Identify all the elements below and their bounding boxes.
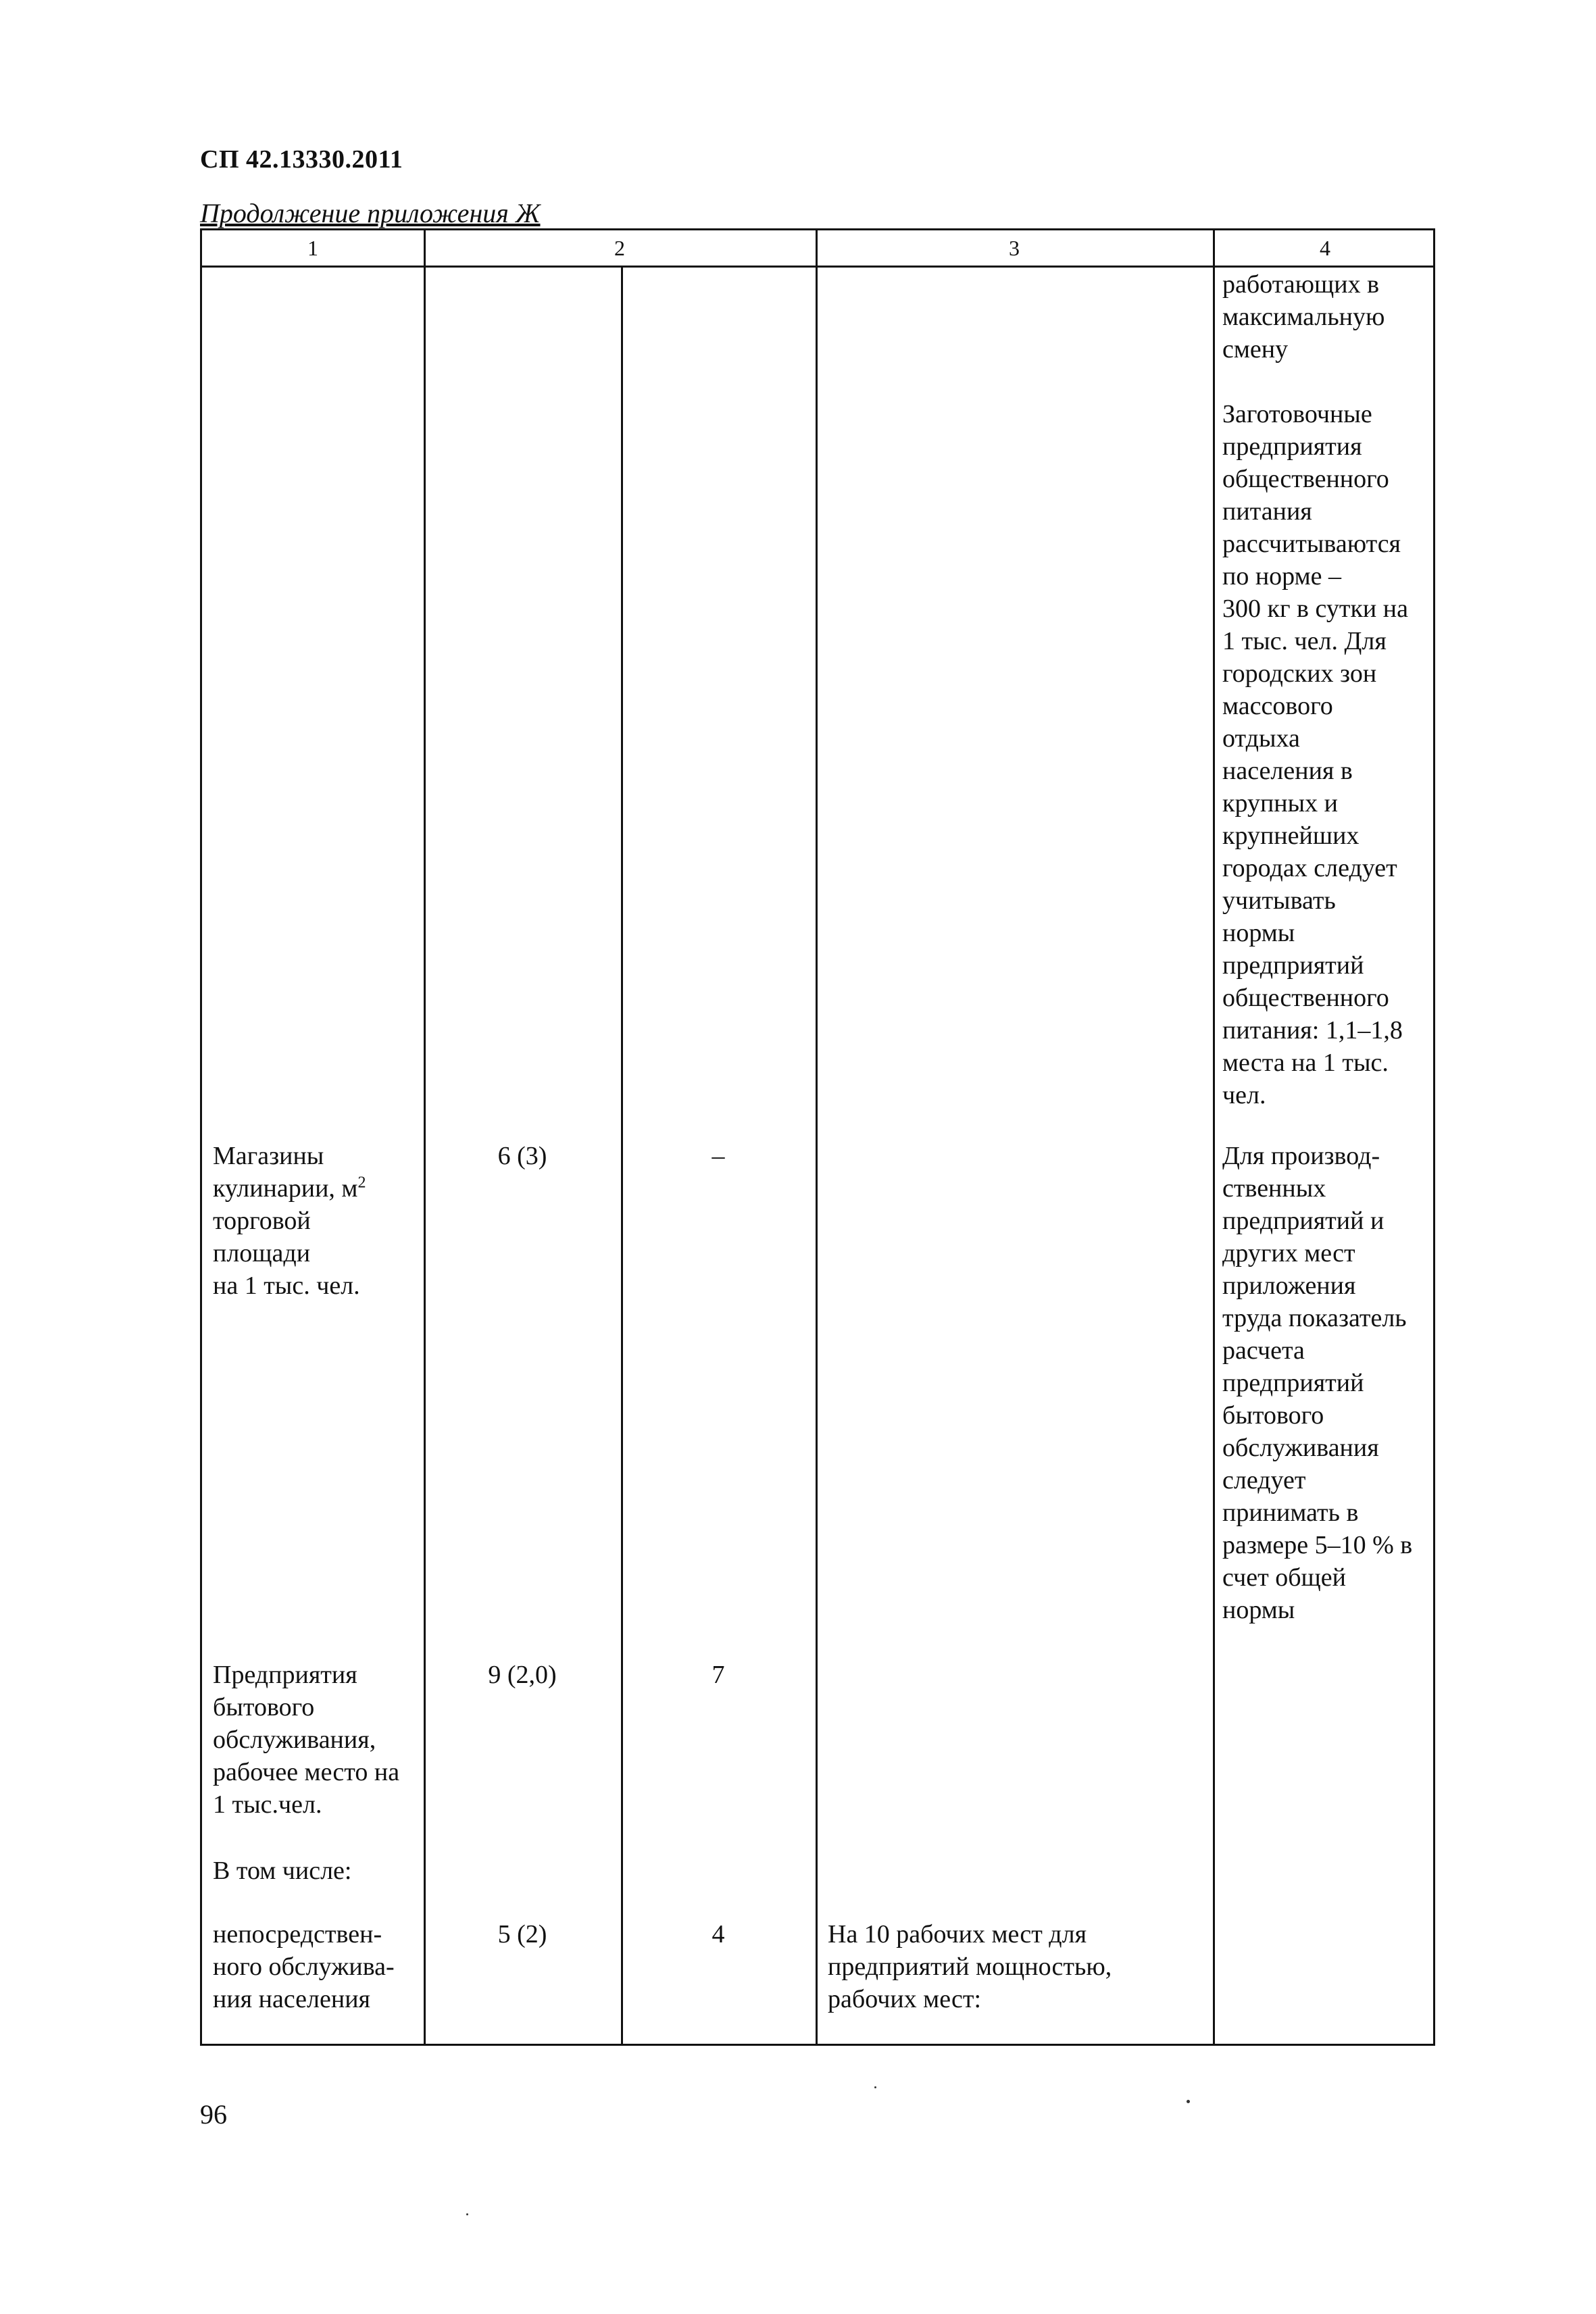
row-label-consumer-services: Предприятия бытового обслуживания, рабочее место на 1 тыс.чел. <box>213 1661 400 1819</box>
column-number-4: 4 <box>1320 236 1330 260</box>
row-value-culinary-shops-a: 6 (3) <box>497 1142 547 1170</box>
row-value-direct-services-b: 4 <box>712 1920 725 1948</box>
row-value-culinary-shops-b: – <box>712 1142 725 1170</box>
row-value-direct-services-a: 5 (2) <box>497 1920 547 1948</box>
remark-services-norm: Для производ- ственных предприятий и других мест приложения труда показатель расчета предприятий бытового обслуживания следует принимать в размере 5–10 % в счет общей нормы <box>1222 1142 1413 1624</box>
remark-catering-norm: Заготовочные предприятия общественного питания рассчитываются по норме – 300 кг в сутки на 1 тыс. чел. Для городских зон массового отдыха населения в крупных и крупнейших городах следует учитывать нормы предприятий общественного питания: 1,1–1,8 места на 1 тыс. чел. <box>1222 400 1408 1109</box>
column-number-2: 2 <box>614 236 625 260</box>
scan-speck <box>874 2086 876 2088</box>
row-value-consumer-services-a: 9 (2,0) <box>488 1661 557 1689</box>
row-label-culinary-shops: Магазины кулинарии, $м^2$ торговой площади на 1 тыс. чел. <box>213 1142 366 1300</box>
column-divider-2 <box>816 230 818 2044</box>
norms-table <box>200 228 1435 2046</box>
column-divider-1 <box>424 230 426 2044</box>
column-divider-3 <box>1213 230 1215 2044</box>
page-number: 96 <box>200 2099 227 2130</box>
header-divider <box>202 266 1433 268</box>
scan-speck <box>1187 2100 1190 2103</box>
row-label-direct-services: непосредствен- ного обслужива- ния населения <box>213 1920 395 2013</box>
document-code: СП 42.13330.2011 <box>200 145 403 174</box>
scan-speck <box>466 2213 468 2215</box>
row-note-direct-services: На 10 рабочих мест для предприятий мощностью, рабочих мест: <box>828 1920 1112 2013</box>
column-number-3: 3 <box>1009 236 1020 260</box>
column-number-1: 1 <box>307 236 318 260</box>
row-label-including: В том числе: <box>213 1857 352 1885</box>
row-value-consumer-services-b: 7 <box>712 1661 725 1689</box>
remark-workers-shift: работающих в максимальную смену <box>1222 270 1385 363</box>
appendix-continuation-title: Продолжение приложения Ж <box>200 198 541 228</box>
